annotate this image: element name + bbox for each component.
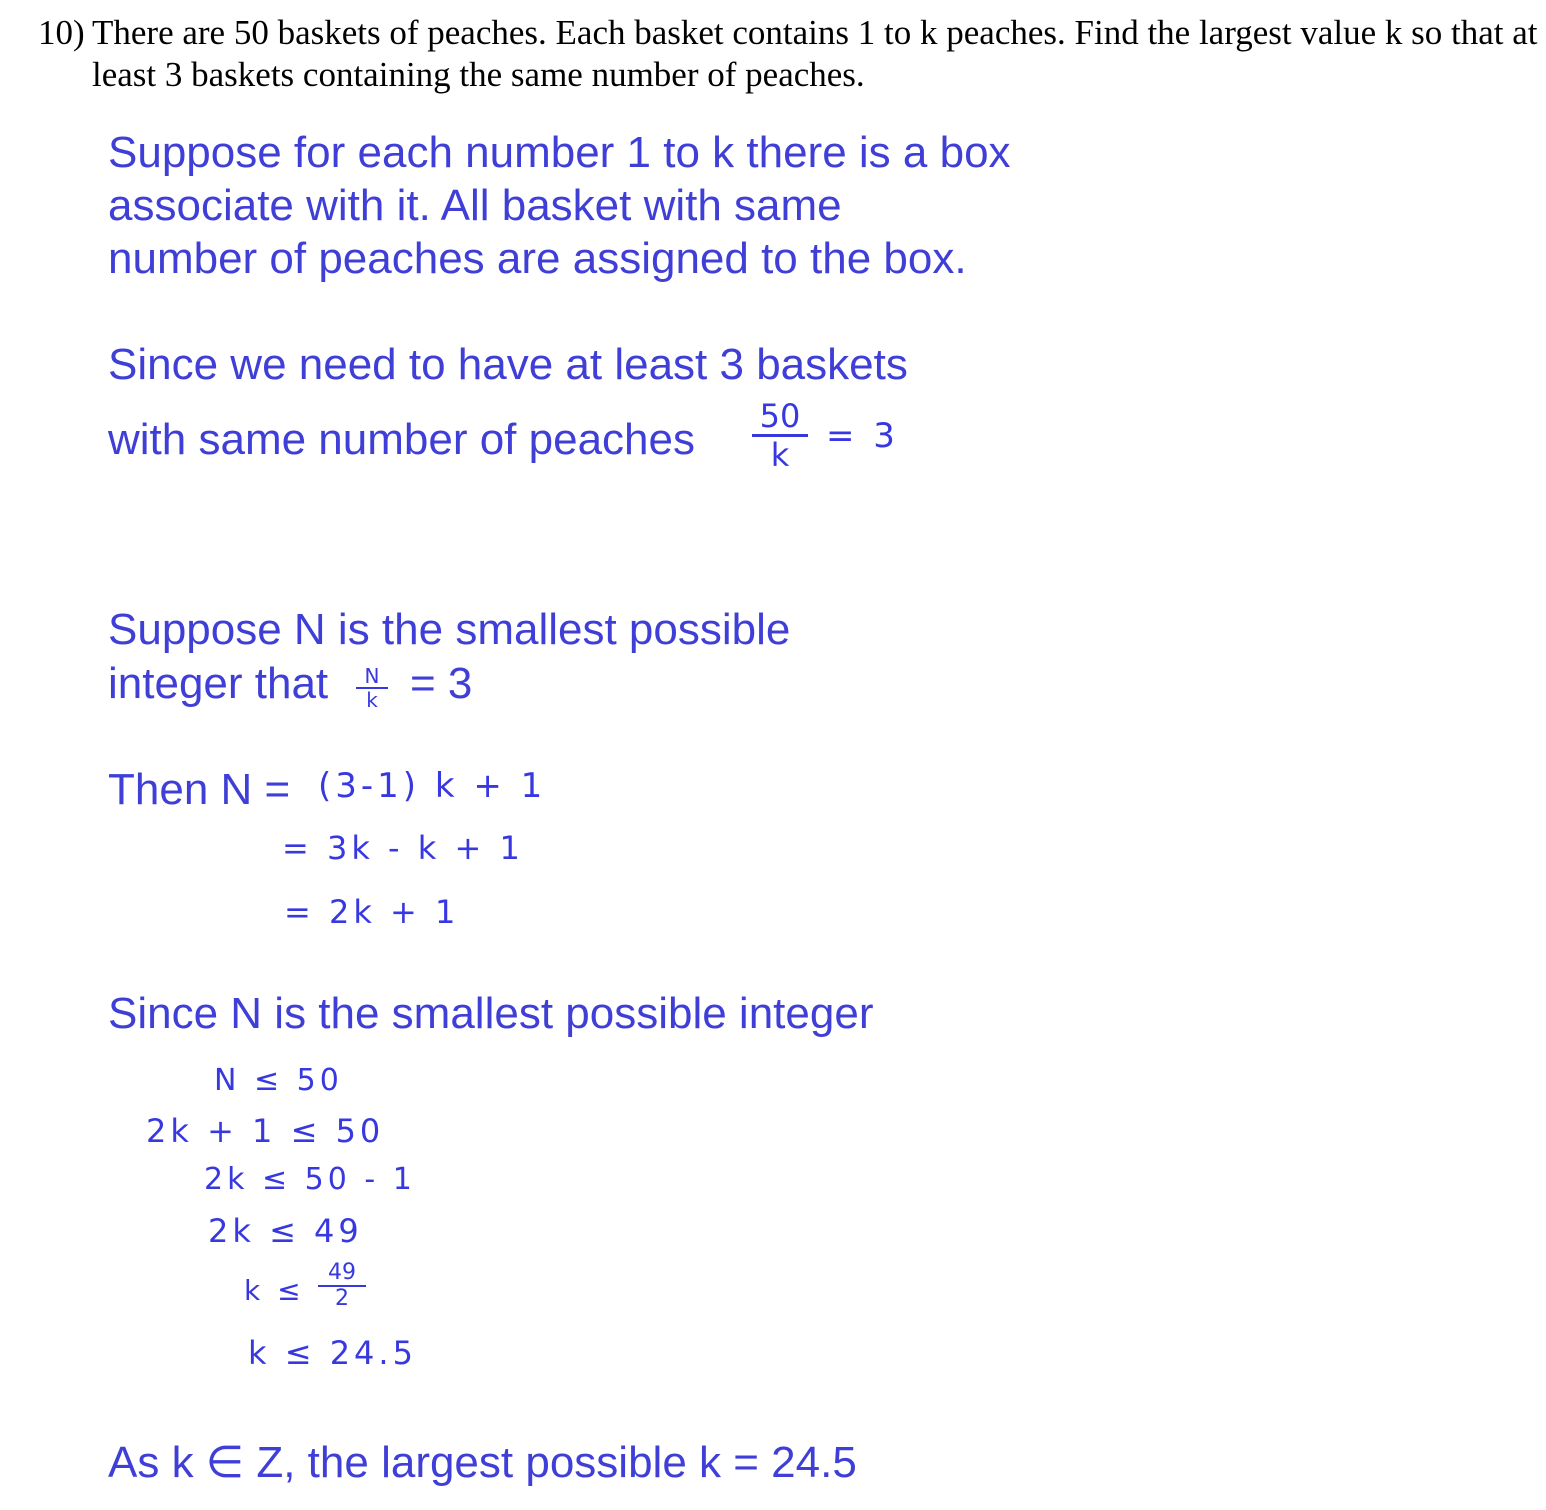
- conclusion-line: As k ∈ Z, the largest possible k = 24.5: [108, 1438, 857, 1487]
- fraction2-equals: = 3: [410, 659, 473, 708]
- problem-number: 10): [38, 13, 85, 52]
- inequality-5-lhs: k ≤: [244, 1274, 305, 1307]
- para1-line2: associate with it. All basket with same: [108, 181, 842, 230]
- fraction1-equals: = 3: [826, 416, 899, 456]
- fraction-49-over-2: [318, 1262, 366, 1310]
- inequality-1: N ≤ 50: [214, 1063, 343, 1098]
- then-n-expression: (3-1) k + 1: [318, 766, 547, 806]
- para2-line2: with same number of peaches: [108, 415, 695, 464]
- inequality-2: 2k + 1 ≤ 50: [146, 1112, 385, 1150]
- para3-line2: integer that: [108, 659, 329, 708]
- fraction-numerator: 49: [328, 1260, 356, 1285]
- para1-line3: number of peaches are assigned to the box.: [108, 234, 967, 283]
- problem-text: There are 50 baskets of peaches. Each basket contains 1 to k peaches. Find the largest value k so that at least 3 baskets containing the same number of peaches.: [92, 13, 1538, 94]
- fraction-numerator: 50: [759, 397, 801, 435]
- since-smallest-line: Since N is the smallest possible integer: [108, 989, 874, 1038]
- fraction-50-over-k: [752, 397, 808, 474]
- fraction-denominator: k: [770, 436, 790, 474]
- para1-line1: Suppose for each number 1 to k there is a box: [108, 128, 1011, 177]
- fraction-denominator: k: [366, 688, 378, 712]
- then-n-label: Then N =: [108, 765, 291, 814]
- derivation-step-2: = 2k + 1: [284, 893, 460, 931]
- fraction-numerator: N: [364, 664, 380, 688]
- para2-line1: Since we need to have at least 3 baskets: [108, 340, 908, 389]
- inequality-3: 2k ≤ 50 - 1: [204, 1162, 416, 1197]
- para3-line1: Suppose N is the smallest possible: [108, 605, 791, 654]
- problem-statement: [38, 12, 1538, 96]
- derivation-step-1: = 3k - k + 1: [282, 829, 524, 867]
- inequality-6: k ≤ 24.5: [248, 1334, 417, 1372]
- fraction-denominator: 2: [335, 1286, 349, 1311]
- fraction-n-over-k: [356, 666, 388, 710]
- inequality-4: 2k ≤ 49: [208, 1212, 363, 1250]
